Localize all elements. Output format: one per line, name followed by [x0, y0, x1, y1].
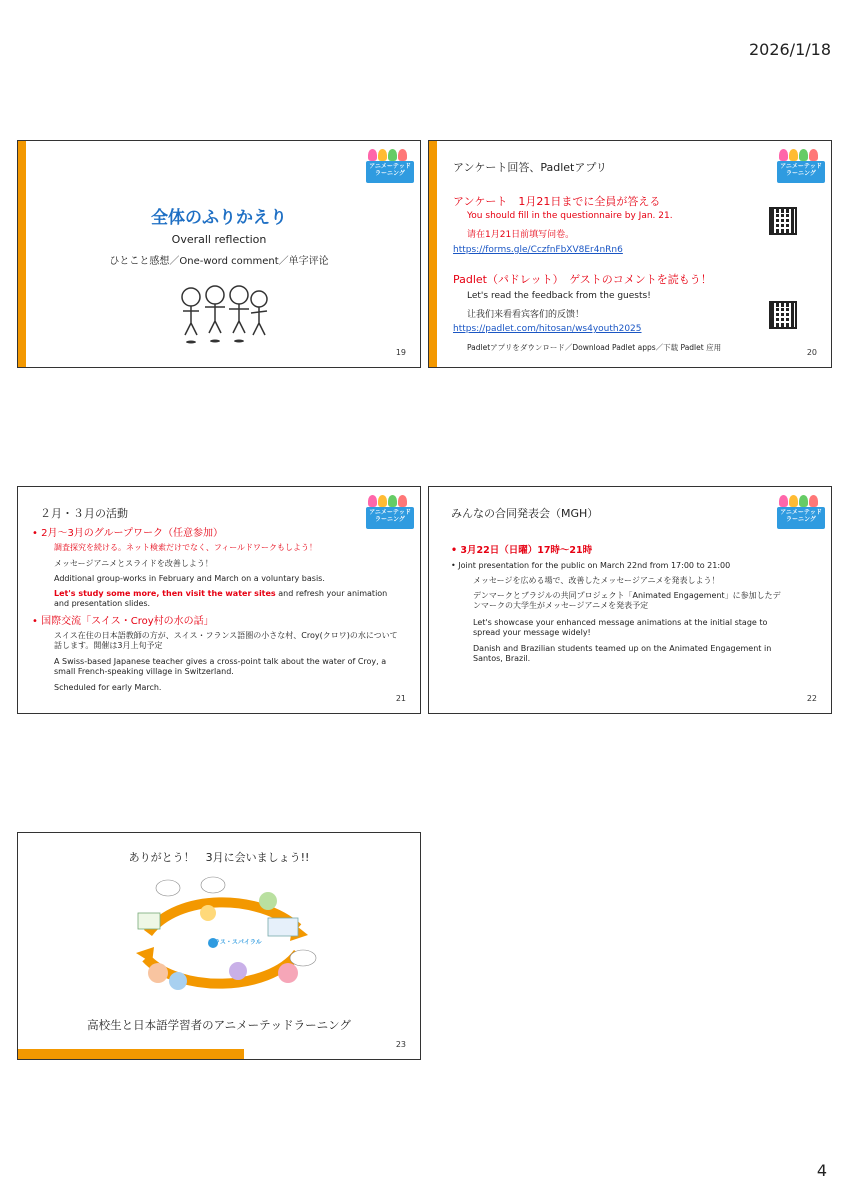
line-swiss-teacher: スイス在住の日本語教師の方が、スイス・フランス語圏の小さな村、Croy(クロワ)の水について話します。開催は3月上旬予定	[54, 631, 398, 651]
line-swiss-english: A Swiss-based Japanese teacher gives a cross-point talk about the water of Croy, a small French-speaking village in Switzerland.	[54, 657, 387, 677]
happy-people-illustration	[173, 281, 273, 347]
bullet-joint-presentation: • Joint presentation for the public on March 22nd from 17:00 to 21:00	[451, 561, 731, 570]
padlet-chinese: 让我们来看看宾客们的反馈！	[467, 310, 585, 320]
animated-learning-logo: アニメーテッド ラーニング	[366, 492, 414, 530]
slide-number: 19	[395, 348, 406, 357]
padlet-qr-code	[769, 301, 797, 329]
padlet-english: Let's read the feedback from the guests!	[467, 291, 651, 301]
padlet-link[interactable]: https://padlet.com/hitosan/ws4youth2025	[453, 324, 642, 334]
line-improve: メッセージアニメとスライドを改善しよう！	[54, 559, 213, 568]
slide-23	[17, 832, 421, 1060]
slide-caption: 高校生と日本語学習者のアニメーテッドラーニング	[87, 1018, 351, 1032]
slide-heading: みんなの合同発表会（MGH）	[451, 507, 599, 520]
line-showcase-jp: メッセージを広める場で、改善したメッセージアニメを発表しよう！	[473, 576, 720, 585]
padlet-download-note: Padletアプリをダウンロード／Download Padlet apps／下载 Padlet 应用	[467, 343, 722, 352]
slide-subtitle: Overall reflection	[171, 233, 267, 246]
page-date: 2026/1/18	[748, 40, 831, 59]
slide-21	[17, 486, 421, 714]
slide-19	[17, 140, 421, 368]
animated-learning-logo: アニメーテッド ラーニング	[366, 146, 414, 184]
survey-title: アンケート 1月21日までに全員が答える	[453, 195, 661, 208]
line-study-more: Let's study some more, then visit the water sites and refresh your animation and presentation slides.	[54, 589, 388, 609]
bullet-exchange: • 国際交流「スイス・Croy村の水の話」	[32, 616, 214, 627]
orange-accent-bar	[18, 1049, 244, 1059]
slide-heading: ２月・３月の活動	[40, 507, 128, 520]
animated-learning-logo: アニメーテッド ラーニング	[777, 492, 825, 530]
slide-number: 21	[395, 694, 406, 703]
animated-learning-logo: アニメーテッド ラーニング	[777, 146, 825, 184]
slide-heading: アンケート回答、Padletアプリ	[453, 161, 607, 174]
survey-chinese: 请在1月21日前填写问卷。	[467, 230, 575, 240]
bullet-date: • 3月22日（日曜）17時～21時	[451, 545, 593, 556]
slide-number: 23	[395, 1040, 406, 1049]
line-showcase-en: Let's showcase your enhanced message animations at the initial stage to spread your message widely!	[473, 618, 768, 638]
illustration-label: プラス・スパイラル	[208, 939, 262, 946]
line-denmark-en: Danish and Brazilian students teamed up on the Animated Engagement in Santos, Brazil.	[473, 644, 772, 664]
survey-qr-code	[769, 207, 797, 235]
line-denmark-jp: デンマークとブラジルの共同プロジェクト「Animated Engagement」に参加したデンマークの大学生がメッセージアニメを発表予定	[473, 591, 781, 611]
slide-number: 20	[806, 348, 817, 357]
orange-accent-bar	[429, 141, 437, 367]
slide-number: 22	[806, 694, 817, 703]
slide-title: 全体のふりかえり	[151, 208, 287, 228]
survey-link[interactable]: https://forms.gle/CczfnFbXV8Er4nRn6	[453, 245, 623, 255]
padlet-title: Padlet（パドレット） ゲストのコメントを読もう！	[453, 273, 712, 286]
slide-20	[428, 140, 832, 368]
survey-english: You should fill in the questionnaire by Jan. 21.	[467, 211, 673, 221]
slide-subtitle-multilingual: ひとこと感想／One-word comment／单字评论	[109, 256, 329, 267]
bullet-group-work: • 2月～3月のグループワーク（任意参加）	[32, 528, 224, 539]
line-additional: Additional group-works in February and March on a voluntary basis.	[54, 574, 325, 583]
page-number: 4	[816, 1161, 827, 1180]
line-schedule: Scheduled for early March.	[54, 683, 162, 692]
slide-22	[428, 486, 832, 714]
slide-heading: ありがとう！ 3月に会いましょう!!	[128, 851, 310, 864]
line-research: 調査探究を続ける。ネット検索だけでなく、フィールドワークもしよう！	[54, 543, 318, 552]
